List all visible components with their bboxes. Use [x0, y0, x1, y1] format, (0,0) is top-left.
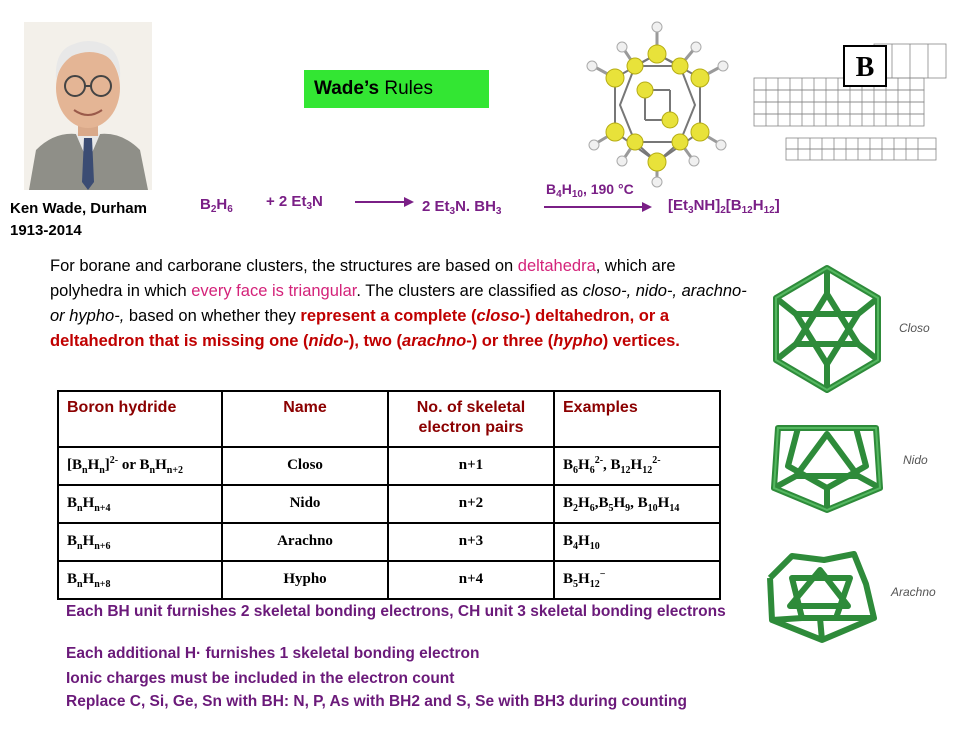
row-pairs: n+3	[388, 523, 554, 561]
row-examples: $B_4H_{10}$	[554, 523, 720, 561]
para-text-3: . The clusters are classified as	[356, 282, 583, 300]
row-pairs: n+2	[388, 485, 554, 523]
nido-shape-image	[762, 414, 892, 514]
header-examples: Examples	[554, 391, 720, 447]
row-formula: $[B_nH_n]^{2-}$ or $B_nH_{n+2}$	[58, 447, 222, 485]
reaction-arrow-1-head	[404, 197, 414, 207]
caption-name: Ken Wade, Durham	[10, 200, 147, 217]
para-red-5: ) vertices.	[602, 332, 680, 350]
title-bold: Wade’s	[314, 78, 380, 99]
table-row	[58, 447, 720, 485]
row-formula: $B_nH_{n+6}$	[58, 523, 222, 561]
row-name: Arachno	[222, 523, 388, 561]
reaction-arrow-2	[544, 206, 644, 208]
para-red-4: -) or three (	[466, 332, 554, 350]
row-examples: $B_6H_6^{2-}$, $B_{12}H_{12}^{2-}$	[554, 447, 720, 485]
header-name: Name	[222, 391, 388, 447]
caption-years: 1913-2014	[10, 222, 82, 239]
photo-caption	[10, 198, 147, 242]
reaction-intermediate: 2 $Et_3N$. $BH_3$	[422, 198, 502, 217]
title-rest: Rules	[379, 78, 433, 99]
para-nido: nido	[308, 332, 344, 350]
portrait-photo	[24, 22, 152, 190]
arachno-label: Arachno	[891, 585, 936, 599]
header-boron-hydride: Boron hydride	[58, 391, 222, 447]
table-row	[58, 523, 720, 561]
table-row	[58, 485, 720, 523]
reaction-reagent: + 2 $Et_3N$	[266, 193, 323, 212]
bullet-replace: Replace C, Si, Ge, Sn with BH: N, P, As with BH2 and S, Se with BH3 during counting	[66, 693, 687, 710]
para-classes: closo-, nido-, arachno- or hypho-,	[50, 282, 747, 325]
row-formula: $B_nH_{n+8}$	[58, 561, 222, 599]
row-name: Hypho	[222, 561, 388, 599]
reaction-arrow-2-head	[642, 202, 652, 212]
wade-rules-table	[57, 390, 721, 600]
intro-paragraph	[50, 254, 750, 354]
para-closo: closo	[476, 307, 520, 325]
para-red-1: represent a complete (	[300, 307, 477, 325]
para-deltahedra: deltahedra	[517, 257, 596, 275]
reaction-arrow-1	[355, 201, 405, 203]
para-red-2: -) deltahedron, or a deltahedron that is missing one (	[50, 307, 670, 350]
icosahedron-molecule-image	[585, 20, 730, 188]
row-name: Closo	[222, 447, 388, 485]
para-hypho: hypho	[553, 332, 603, 350]
header-electron-pairs: No. of skeletal electron pairs	[388, 391, 554, 447]
boron-symbol: B	[855, 52, 875, 83]
para-arachno: arachno	[402, 332, 467, 350]
closo-shape-image	[760, 262, 895, 397]
bullet-bh-unit: Each BH unit furnishes 2 skeletal bonding electrons, CH unit 3 skeletal bonding electrons	[66, 603, 726, 620]
row-pairs: n+1	[388, 447, 554, 485]
row-name: Nido	[222, 485, 388, 523]
reaction-product: $[Et_3NH]_2[B_{12}H_{12}]$	[668, 197, 780, 216]
row-examples: $B_5H_{12}^-$	[554, 561, 720, 599]
slide-title	[304, 70, 489, 108]
para-triangular: every face is triangular	[191, 282, 357, 300]
para-text-2: , which are polyhedra in which	[50, 257, 676, 300]
nido-label: Nido	[903, 453, 928, 467]
row-formula: $B_nH_{n+4}$	[58, 485, 222, 523]
para-text-1: For borane and carborane clusters, the structures are based on	[50, 257, 518, 275]
table-row	[58, 561, 720, 599]
reaction-reactant: $B_2H_6$	[200, 196, 233, 215]
arachno-shape-image	[762, 548, 882, 644]
reaction-condition: $B_4H_{10}$, 190 °C	[546, 181, 634, 200]
closo-label: Closo	[899, 321, 930, 335]
para-text-4: based on whether they	[124, 307, 301, 325]
bullet-ionic-charges: Ionic charges must be included in the electron count	[66, 670, 455, 687]
periodic-table-image	[752, 40, 952, 168]
table-header-row	[58, 391, 720, 447]
para-red-3: -), two (	[343, 332, 403, 350]
row-examples: $B_2H_6,B_5H_9$, $B_{10}H_{14}$	[554, 485, 720, 523]
row-pairs: n+4	[388, 561, 554, 599]
bullet-additional-h: Each additional H· furnishes 1 skeletal bonding electron	[66, 645, 480, 662]
